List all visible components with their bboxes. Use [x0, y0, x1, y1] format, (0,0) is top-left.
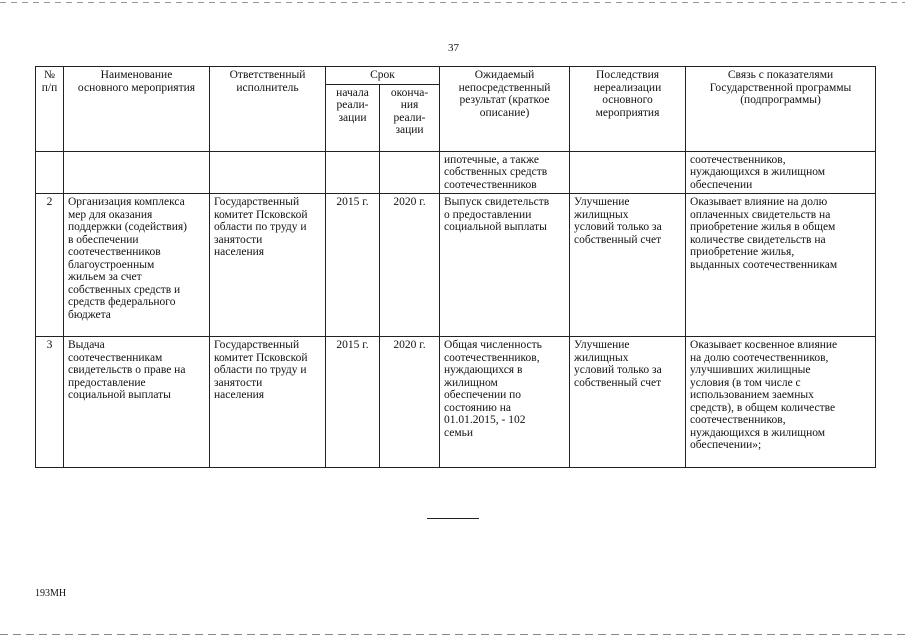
header-term: Срок [326, 67, 440, 85]
cell-link: Оказывает влияние на долю оплаченных свидетельств на приобретение жилья в общем количестве свидетельств на приобретение жилья, выданных соотечественникам [686, 194, 876, 337]
cell-result: ипотечные, а также собственных средств соотечественников [440, 151, 570, 194]
measures-table [35, 66, 876, 468]
header-link: Связь с показателями Государственной программы (подпрограммы) [686, 67, 876, 152]
cell-result: Выпуск свидетельств о предоставлении социальной выплаты [440, 194, 570, 337]
table-row [36, 151, 876, 194]
header-name: Наименование основного мероприятия [64, 67, 210, 152]
document-code: 193МН [35, 588, 67, 599]
cell-executor: Государственный комитет Псковской области по труду и занятости населения [210, 194, 326, 337]
header-consequences: Последствия нереализации основного мероприятия [570, 67, 686, 152]
header-start: начала реали- зации [326, 84, 380, 151]
cell-name: Выдача соотечественникам свидетельств о праве на предоставление социальной выплаты [64, 337, 210, 468]
header-end: оконча- ния реали- зации [380, 84, 440, 151]
cell-start [326, 151, 380, 194]
cell-num: 2 [36, 194, 64, 337]
header-result: Ожидаемый непосредственный результат (краткое описание) [440, 67, 570, 152]
cell-link: соотечественников, нуждающихся в жилищном обеспечении [686, 151, 876, 194]
cell-link: Оказывает косвенное влияние на долю соотечественников, улучшивших жилищные условия (в том числе с использованием заемных средств), в общем количестве соотечественников, нуждающихся в жилищном обеспечении»; [686, 337, 876, 468]
cell-executor [210, 151, 326, 194]
cell-end [380, 151, 440, 194]
cell-start: 2015 г. [326, 337, 380, 468]
table-row [36, 194, 876, 337]
header-executor: Ответственный исполнитель [210, 67, 326, 152]
cell-start: 2015 г. [326, 194, 380, 337]
scan-edge-bottom [0, 634, 905, 635]
cell-executor: Государственный комитет Псковской области по труду и занятости населения [210, 337, 326, 468]
cell-result: Общая численность соотечественников, нуждающихся в жилищном обеспечении по состоянию на 01.01.2015, - 102 семьи [440, 337, 570, 468]
table-row [36, 337, 876, 468]
header-row [36, 67, 876, 85]
cell-consequences [570, 151, 686, 194]
cell-name [64, 151, 210, 194]
cell-num [36, 151, 64, 194]
scan-edge-top [0, 2, 905, 3]
cell-consequences: Улучшение жилищных условий только за собственный счет [570, 337, 686, 468]
cell-num: 3 [36, 337, 64, 468]
header-num: № п/п [36, 67, 64, 152]
cell-consequences: Улучшение жилищных условий только за собственный счет [570, 194, 686, 337]
cell-end: 2020 г. [380, 337, 440, 468]
divider-line [427, 518, 479, 519]
page-number: 37 [448, 42, 459, 54]
cell-name: Организация комплекса мер для оказания поддержки (содействия) в обеспечении соотечественников благоустроенным жильем за счет собственных средств и средств федерального бюджета [64, 194, 210, 337]
cell-end: 2020 г. [380, 194, 440, 337]
